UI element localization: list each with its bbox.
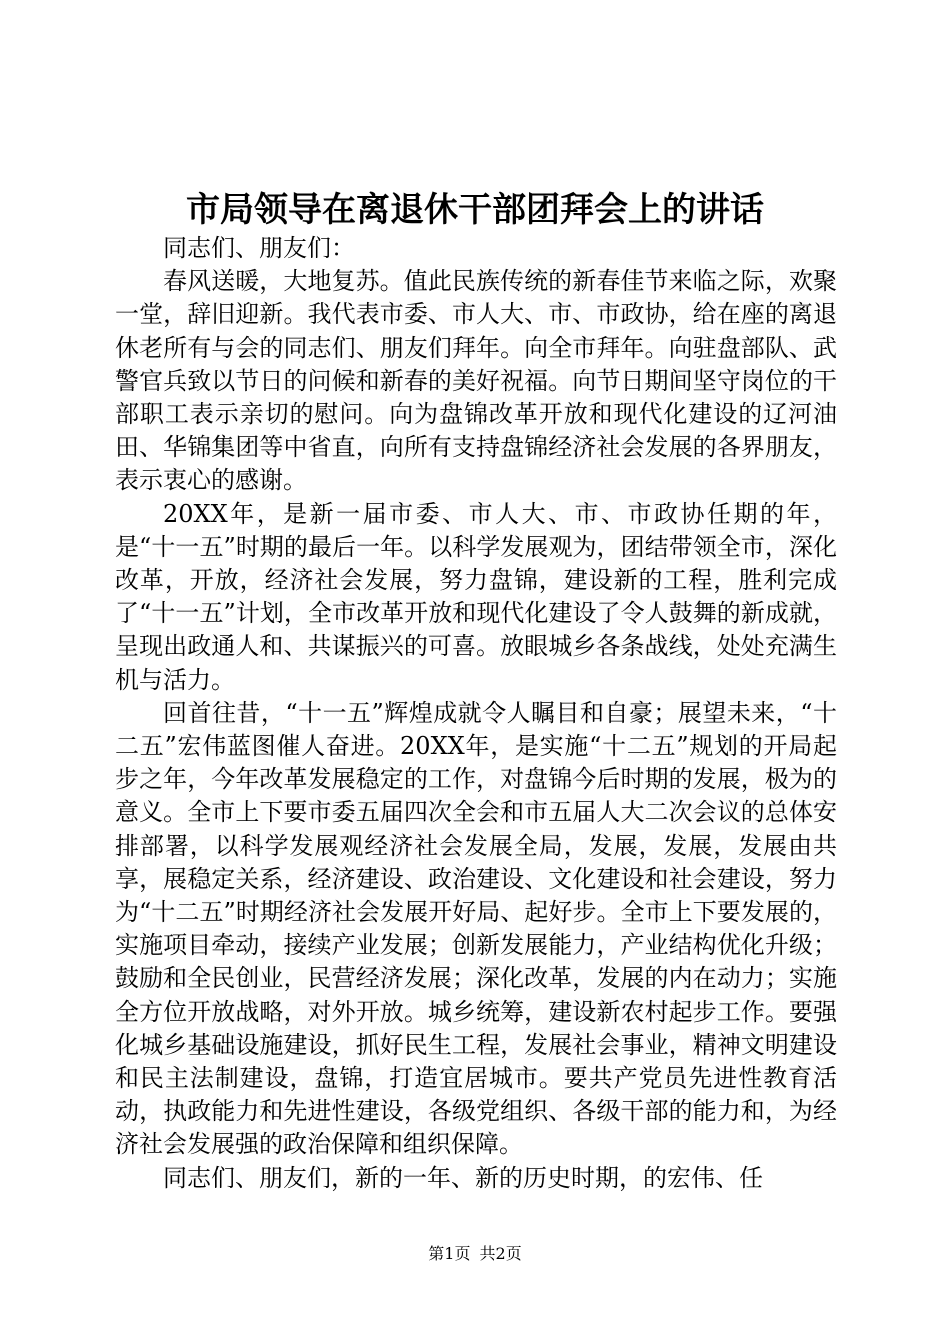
paragraph-greeting: 同志们、朋友们： — [163, 234, 355, 262]
page-number-total: 共2页 — [479, 1244, 522, 1263]
paragraph: 同志们、朋友们，新的一年、新的历史时期，的宏伟、任 — [163, 1163, 763, 1192]
page-footer — [0, 1243, 950, 1265]
paragraph: 20XX年，是新一届市委、市人大、市、市政协任期的年，是“十一五”时期的最后一年。以科学发展观为，团结带领全市，深化改革，开放，经济社会发展，努力盘锦，建设新的工程，胜利完成了“十一五”计划，全市改革开放和现代化建设了令人鼓舞的新成就，呈现出政通人和、共谋振兴的可喜。放眼城乡各条战线，处处充满生机与活力。 — [115, 499, 837, 694]
paragraph: 回首往昔，“十一五”辉煌成就令人瞩目和自豪；展望未来，“十二五”宏伟蓝图催人奋进。20XX年，是实施“十二五”规划的开局起步之年，今年改革发展稳定的工作，对盘锦今后时期的发展，极为的意义。全市上下要市委五届四次全会和市五届人大二次会议的总体安排部署，以科学发展观经济社会发展全局，发展，发展，发展由共享，展稳定关系，经济建设、政治建设、文化建设和社会建设，努力为“十二五”时期经济社会发展开好局、起好步。全市上下要发展的，实施项目牵动，接续产业发展；创新发展能力，产业结构优化升级；鼓励和全民创业，民营经济发展；深化改革，发展的内在动力；实施全方位开放战略，对外开放。城乡统筹，建设新农村起步工作。要强化城乡基础设施建设，抓好民生工程，发展社会事业，精神文明建设和民主法制建设，盘锦，打造宜居城市。要共产党员先进性教育活动，执政能力和先进性建设，各级党组织、各级干部的能力和，为经济社会发展强的政治保障和组织保障。 — [115, 698, 837, 1159]
page-number-current: 第1页 — [428, 1244, 471, 1263]
document-body — [115, 232, 837, 1195]
document-title: 市局领导在离退休干部团拜会上的讲话 — [186, 190, 764, 230]
paragraph: 春风送暖，大地复苏。值此民族传统的新春佳节来临之际，欢聚一堂，辞旧迎新。我代表市委、市人大、市、市政协，给在座的离退休老所有与会的同志们、朋友们拜年。向全市拜年。向驻盘部队、武警官兵致以节日的问候和新春的美好祝福。向节日期间坚守岗位的干部职工表示亲切的慰问。向为盘锦改革开放和现代化建设的辽河油田、华锦集团等中省直，向所有支持盘锦经济社会发展的各界朋友，表示衷心的感谢。 — [115, 267, 837, 495]
